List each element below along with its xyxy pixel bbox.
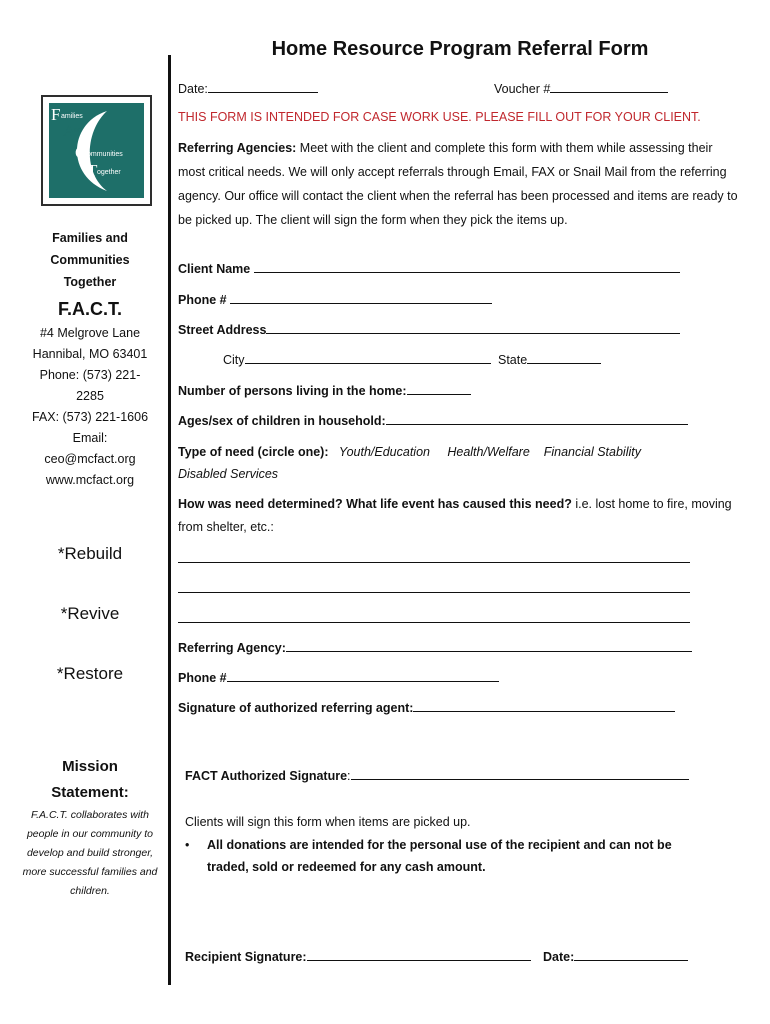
- persons-in-home-label: Number of persons living in the home:: [178, 384, 407, 398]
- recipient-signature-label: Recipient Signature:: [185, 950, 307, 964]
- fact-signature-label: FACT Authorized Signature: [185, 769, 348, 783]
- org-acronym: F.A.C.T.: [57, 299, 122, 319]
- ages-sex-label: Ages/sex of children in household:: [178, 414, 386, 428]
- referring-agency-field: [178, 638, 692, 658]
- client-phone-label: Phone #: [178, 293, 227, 307]
- how-determined-answer-line-3[interactable]: [178, 622, 690, 623]
- state-label: State: [498, 353, 528, 367]
- city-label: City: [223, 353, 245, 367]
- logo-word-ogether: ogether: [97, 169, 121, 176]
- referring-agencies-text: Meet with the client and complete this form with them while assessing their most critical needs. We will only accept referrals through Email, FAX or Snail Mail from the referring agency. Our office will contact the client when the referral has been processed and items are ready to be picked up. The client will sign the form when they pick the items up.: [178, 141, 738, 227]
- how-determined-bold: How was need determined? What life event has caused this need?: [178, 497, 572, 511]
- page-title: Home Resource Program Referral Form: [271, 38, 649, 60]
- slogan-rebuild: *Rebuild: [57, 544, 123, 563]
- date-label: Date:: [178, 82, 208, 96]
- agency-phone-input-line[interactable]: [227, 668, 499, 682]
- need-option-health-welfare[interactable]: Health/Welfare: [447, 445, 530, 459]
- slogan-revive: *Revive: [60, 604, 120, 623]
- email-link[interactable]: ceo@mcfact.org: [44, 452, 136, 466]
- logo-letter-f: F: [51, 105, 61, 124]
- agency-phone-field: [178, 668, 499, 688]
- address-line-1: #4 Melgrove Lane: [39, 326, 141, 340]
- bullet-icon: •: [185, 838, 190, 852]
- logo-letter-a: A: [63, 121, 76, 140]
- fact-logo-field: [49, 103, 144, 198]
- voucher-input-line[interactable]: [550, 79, 668, 93]
- type-of-need-field: [178, 441, 738, 485]
- mission-title: [20, 754, 160, 806]
- address-line-2: Hannibal, MO 63401: [32, 347, 148, 361]
- sidebar-divider: [168, 55, 171, 985]
- how-determined-rest: i.e. lost home to fire, moving from shelter, etc.:: [178, 497, 732, 534]
- referring-agency-label: Referring Agency:: [178, 641, 286, 655]
- referring-agencies-label: Referring Agencies:: [178, 141, 297, 155]
- fax-line: FAX: (573) 221-1606: [31, 410, 149, 424]
- fact-signature-field: FACT Authorized Signature:: [185, 766, 689, 786]
- recipient-signature-input-line[interactable]: [307, 947, 531, 961]
- need-option-youth-education[interactable]: Youth/Education: [338, 445, 430, 459]
- email-label: Email:: [72, 431, 108, 445]
- state-input-line[interactable]: [527, 350, 601, 364]
- recipient-date-label: Date:: [543, 950, 575, 964]
- how-determined-question: [178, 493, 743, 539]
- need-option-disabled-services[interactable]: Disabled Services: [178, 467, 279, 481]
- city-field: [223, 350, 491, 370]
- org-name: [20, 227, 160, 293]
- logo-word-nd: nd: [74, 127, 82, 134]
- persons-in-home-field: [178, 381, 471, 401]
- logo-word-ommunities: ommunities: [87, 151, 123, 158]
- mission-title-line-1: Mission: [62, 758, 118, 775]
- recipient-date-input-line[interactable]: [574, 947, 688, 961]
- phone-line-2: 2285: [76, 389, 104, 403]
- voucher-field: [494, 79, 668, 99]
- slogan-restore: *Restore: [56, 664, 124, 683]
- donations-note: All donations are intended for the personal use of the recipient and can not be traded, sold or redeemed for any cash amount.: [207, 838, 672, 874]
- recipient-signature-field: [185, 947, 531, 967]
- mission-title-line-2: Statement:: [51, 784, 129, 801]
- referring-agency-input-line[interactable]: [286, 638, 692, 652]
- org-contact: [20, 323, 160, 491]
- how-determined-answer-line-1[interactable]: [178, 562, 690, 563]
- client-phone-field: [178, 290, 492, 310]
- logo-letter-t: T: [87, 161, 98, 180]
- agent-signature-input-line[interactable]: [413, 698, 675, 712]
- case-work-notice: THIS FORM IS INTENDED FOR CASE WORK USE. PLEASE FILL OUT FOR YOUR CLIENT.: [178, 110, 701, 124]
- street-address-input-line[interactable]: [266, 320, 680, 334]
- ages-sex-input-line[interactable]: [386, 411, 688, 425]
- client-name-input-line[interactable]: [254, 259, 680, 273]
- date-field: [178, 79, 318, 99]
- need-option-financial-stability[interactable]: Financial Stability: [543, 445, 641, 459]
- clients-note: Clients will sign this form when items are picked up.: [185, 815, 471, 829]
- donations-note-item: [185, 834, 715, 878]
- agent-signature-field: [178, 698, 675, 718]
- fact-logo: [41, 95, 152, 206]
- phone-line-1: Phone: (573) 221-: [39, 368, 141, 382]
- how-determined-answer-line-2[interactable]: [178, 592, 690, 593]
- ages-sex-field: [178, 411, 688, 431]
- city-input-line[interactable]: [245, 350, 491, 364]
- agency-phone-label: Phone #: [178, 671, 227, 685]
- org-name-line-1: Families and: [52, 231, 128, 245]
- state-field: [498, 350, 601, 370]
- fact-signature-input-line[interactable]: [351, 766, 689, 780]
- website-link[interactable]: www.mcfact.org: [45, 473, 135, 487]
- org-name-line-3: Together: [63, 275, 117, 289]
- recipient-date-field: [543, 947, 688, 967]
- client-phone-input-line[interactable]: [230, 290, 492, 304]
- mission-text: F.A.C.T. collaborates with people in our community to develop and build stronger, more successful families and children.: [22, 809, 158, 897]
- referring-agencies-paragraph: [178, 136, 743, 232]
- org-name-line-2: Communities: [50, 253, 130, 267]
- client-name-label: Client Name: [178, 262, 251, 276]
- street-address-field: [178, 320, 680, 340]
- street-address-label: Street Address: [178, 323, 267, 337]
- date-input-line[interactable]: [208, 79, 318, 93]
- agent-signature-label: Signature of authorized referring agent:: [178, 701, 414, 715]
- persons-in-home-input-line[interactable]: [407, 381, 471, 395]
- voucher-label: Voucher #: [494, 82, 551, 96]
- type-of-need-label: Type of need (circle one):: [178, 445, 329, 459]
- client-name-field: [178, 259, 680, 279]
- logo-word-amilies: amilies: [61, 113, 83, 120]
- logo-letter-c: C: [75, 143, 87, 162]
